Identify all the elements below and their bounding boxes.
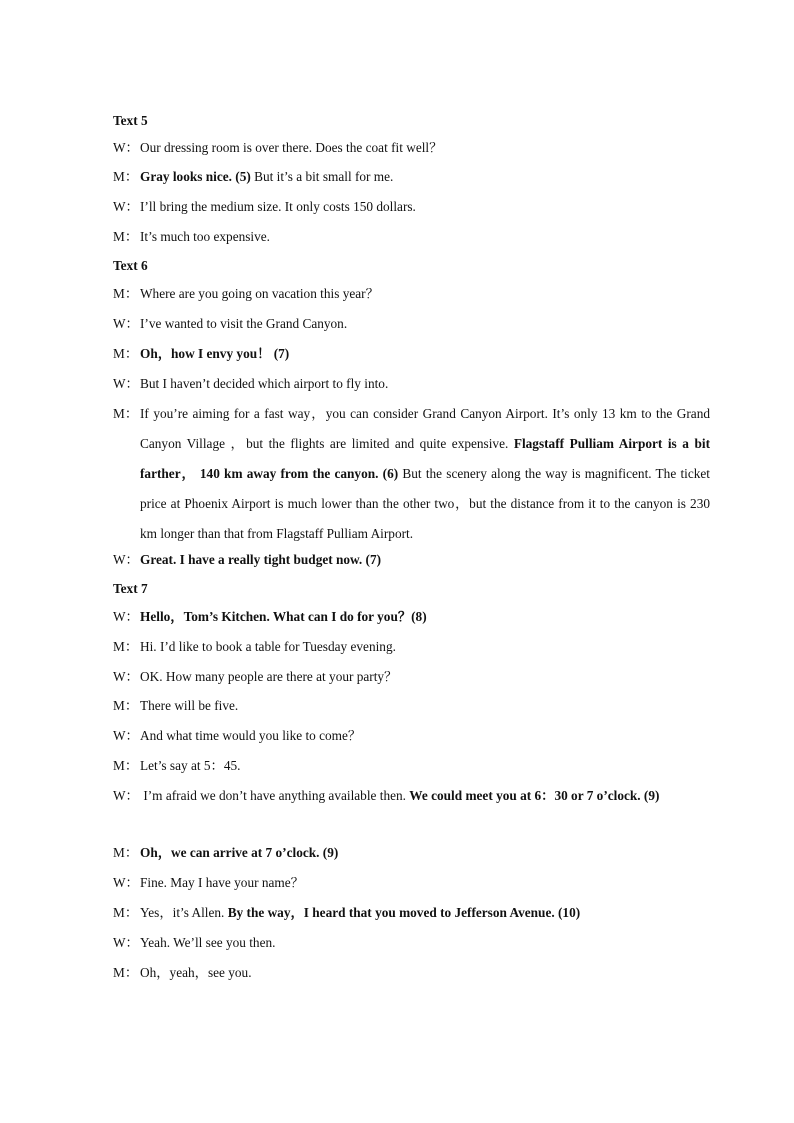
- line-text: And what time would you like to come？: [140, 728, 362, 743]
- dialogue-line: [113, 228, 683, 246]
- dialogue-line: [113, 375, 683, 393]
- answer-highlight: Gray looks nice. (5): [140, 169, 251, 184]
- dialogue-line: [113, 874, 683, 892]
- line-text: Yes，it’s Allen.: [140, 905, 228, 920]
- dialogue-line: [113, 168, 683, 186]
- section-header: Text 7: [113, 581, 148, 596]
- section-header: Text 6: [113, 258, 148, 273]
- dialogue-line: [113, 782, 705, 810]
- speaker-label: M：: [113, 286, 139, 301]
- dialogue-line: [113, 934, 683, 952]
- dialogue-line: [113, 285, 683, 303]
- line-text: There will be five.: [140, 698, 239, 713]
- dialogue-line: [113, 551, 683, 569]
- answer-highlight: Hello，Tom’s Kitchen. What can I do for you？(8): [140, 609, 427, 624]
- line-text: I’ll bring the medium size. It only costs 150 dollars.: [140, 199, 416, 214]
- speaker-label: M：: [113, 845, 139, 860]
- speaker-label: W：: [113, 788, 139, 803]
- answer-highlight: By the way，I heard that you moved to Jefferson Avenue. (10): [227, 905, 581, 920]
- speaker-label: W：: [113, 552, 139, 567]
- line-text: I’ve wanted to visit the Grand Canyon.: [140, 316, 348, 331]
- speaker-label: W：: [113, 316, 139, 331]
- line-text: But I haven’t decided which airport to fly into.: [140, 376, 389, 391]
- line-text: Our dressing room is over there. Does the coat fit well？: [140, 140, 443, 155]
- speaker-label: W：: [113, 875, 139, 890]
- speaker-label: W：: [113, 728, 139, 743]
- speaker-label: M：: [113, 169, 139, 184]
- dialogue-line: [113, 964, 683, 982]
- line-text: Yeah. We’ll see you then.: [140, 935, 276, 950]
- line-text: But the scenery along the way is magnificent. The ticket price at Phoenix Airport is much lower than the other two，but the distance from it to the canyon is 230 km longer than that from Flagstaff Pulliam Airport.: [140, 466, 710, 541]
- dialogue-line: [113, 315, 683, 333]
- speaker-label: M：: [113, 905, 139, 920]
- dialogue-line: [113, 727, 683, 745]
- line-text: Let’s say at 5：45.: [140, 758, 241, 773]
- answer-highlight: Flagstaff Pulliam Airport is a bit farther， 140 km away from the canyon. (6): [140, 436, 710, 481]
- speaker-label: M：: [113, 639, 139, 654]
- dialogue-line: [113, 904, 683, 922]
- answer-highlight: Great. I have a really tight budget now. (7): [140, 552, 382, 567]
- dialogue-line: [113, 668, 683, 686]
- dialogue-line: [113, 139, 683, 157]
- dialogue-line: [113, 844, 683, 862]
- speaker-label: M：: [113, 346, 139, 361]
- speaker-label: W：: [113, 376, 139, 391]
- answer-highlight: Oh，we can arrive at 7 o’clock. (9): [140, 845, 339, 860]
- line-text: Oh，yeah，see you.: [140, 965, 252, 980]
- line-text: OK. How many people are there at your party？: [140, 669, 398, 684]
- speaker-label: W：: [113, 140, 139, 155]
- speaker-label: M：: [113, 406, 139, 421]
- speaker-label: W：: [113, 609, 139, 624]
- speaker-label: M：: [113, 229, 139, 244]
- speaker-label: M：: [113, 698, 139, 713]
- line-text: But it’s a bit small for me.: [250, 169, 394, 184]
- dialogue-line: [113, 608, 683, 626]
- speaker-label: W：: [113, 199, 139, 214]
- line-text: It’s much too expensive.: [140, 229, 270, 244]
- dialogue-line: [113, 345, 683, 363]
- dialogue-line: [113, 198, 683, 216]
- speaker-label: W：: [113, 935, 139, 950]
- line-text: Where are you going on vacation this year？: [140, 286, 379, 301]
- speaker-label: M：: [113, 965, 139, 980]
- dialogue-line: [113, 638, 683, 656]
- answer-highlight: We could meet you at 6：30 or 7 o’clock. (9): [409, 788, 660, 803]
- line-text: Fine. May I have your name？: [140, 875, 304, 890]
- section-header: Text 5: [113, 113, 148, 128]
- speaker-label: W：: [113, 669, 139, 684]
- answer-highlight: Oh，how I envy you！ (7): [140, 346, 290, 361]
- dialogue-line: [113, 697, 683, 715]
- line-text: If you’re aiming for a fast way，you can consider Grand Canyon Airport. It’s only 13 km to the Grand Canyon Village ，but the flights are limited and quite expensive.: [140, 406, 710, 451]
- line-text: Hi. I’d like to book a table for Tuesday evening.: [140, 639, 396, 654]
- line-text: I’m afraid we don’t have anything available then.: [140, 788, 410, 803]
- dialogue-line: [113, 757, 683, 775]
- speaker-label: M：: [113, 758, 139, 773]
- dialogue-line: [113, 399, 710, 549]
